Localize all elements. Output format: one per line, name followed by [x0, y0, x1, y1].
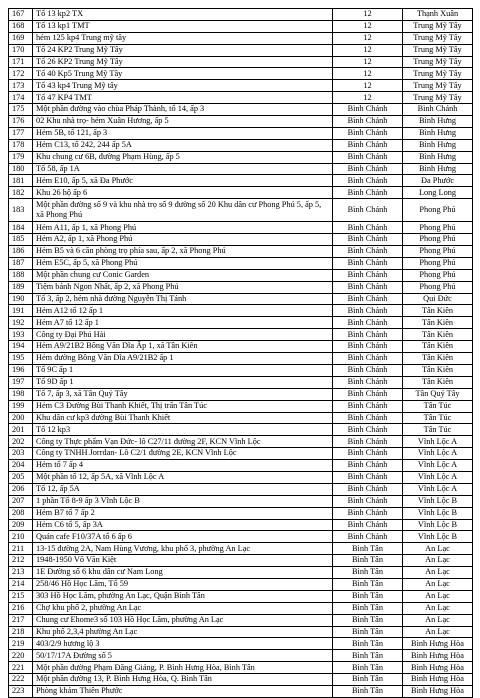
district-cell: Bình Chánh — [333, 293, 403, 305]
table-row — [9, 317, 473, 329]
district-cell: Bình Chánh — [333, 305, 403, 317]
ward-cell: Bình Hưng — [403, 163, 473, 175]
district-cell: Bình Chánh — [333, 246, 403, 258]
district-cell: Bình Chánh — [333, 353, 403, 365]
address-cell: Một phần chung cư Conic Garden — [33, 269, 333, 281]
district-cell: Bình Chánh — [333, 364, 403, 376]
district-cell: Bình Chánh — [333, 163, 403, 175]
district-cell: Bình Chánh — [333, 519, 403, 531]
ward-cell: An Lạc — [403, 543, 473, 555]
district-cell: Bình Tân — [333, 614, 403, 626]
ward-cell: Trung Mỹ Tây — [403, 80, 473, 92]
table-row — [9, 293, 473, 305]
ward-cell: Vĩnh Lộc B — [403, 519, 473, 531]
ward-cell: Bình Hưng — [403, 139, 473, 151]
district-cell: Bình Tân — [333, 602, 403, 614]
district-cell: Bình Chánh — [333, 483, 403, 495]
district-cell: Bình Chánh — [333, 329, 403, 341]
district-cell: Bình Chánh — [333, 151, 403, 163]
table-row — [9, 139, 473, 151]
address-cell: Một phần đường Phạm Đăng Giảng, P. Bình Hưng Hòa, Bình Tân — [33, 662, 333, 674]
address-cell: Tổ 7, ấp 3, xã Tân Quý Tây — [33, 388, 333, 400]
district-cell: Bình Chánh — [333, 388, 403, 400]
district-cell: Bình Tân — [333, 674, 403, 686]
row-number: 223 — [9, 685, 33, 697]
table-body — [9, 9, 473, 698]
table-row — [9, 163, 473, 175]
table-row — [9, 388, 473, 400]
ward-cell: An Lạc — [403, 578, 473, 590]
row-number: 201 — [9, 424, 33, 436]
district-cell: Bình Chánh — [333, 281, 403, 293]
table-row — [9, 329, 473, 341]
ward-cell: Vĩnh Lộc B — [403, 507, 473, 519]
table-row — [9, 662, 473, 674]
row-number: 208 — [9, 507, 33, 519]
table-row — [9, 187, 473, 199]
ward-cell: Vĩnh Lộc A — [403, 460, 473, 472]
row-number: 212 — [9, 555, 33, 567]
address-cell: Tiệm bánh Ngon Nhất, ấp 2, xã Phong Phú — [33, 281, 333, 293]
address-cell: Một phần đường 13, P. Bình Hưng Hòa, Q. Bình Tân — [33, 674, 333, 686]
district-cell: Bình Chánh — [333, 507, 403, 519]
address-cell: Một phần tổ 12, ấp 5A, xã Vĩnh Lộc A — [33, 471, 333, 483]
row-number: 202 — [9, 436, 33, 448]
ward-cell: Tân Kiên — [403, 305, 473, 317]
row-number: 183 — [9, 199, 33, 222]
address-cell: Tổ 13 kp2 TX — [33, 9, 333, 21]
ward-cell: Tân Kiên — [403, 376, 473, 388]
address-cell: Hẻm đường Bông Văn Dĩa A9/21B2 ấp 1 — [33, 353, 333, 365]
ward-cell: Tân Túc — [403, 400, 473, 412]
ward-cell: Phong Phú — [403, 269, 473, 281]
address-cell: Hẻm E10, ấp 5, xã Đa Phước — [33, 175, 333, 187]
address-cell: Tổ 12 kp3 — [33, 424, 333, 436]
row-number: 184 — [9, 222, 33, 234]
row-number: 167 — [9, 9, 33, 21]
ward-cell: Bình Hưng — [403, 116, 473, 128]
ward-cell: Vĩnh Lộc A — [403, 483, 473, 495]
address-cell: Hẻm C13, tổ 242, 244 ấp 5A — [33, 139, 333, 151]
table-row — [9, 424, 473, 436]
ward-cell: Tân Kiên — [403, 353, 473, 365]
row-number: 176 — [9, 116, 33, 128]
row-number: 221 — [9, 662, 33, 674]
address-table — [8, 8, 473, 698]
address-cell: Tổ 43 kp4 Trung Mỹ tây — [33, 80, 333, 92]
address-cell: Công ty Đại Phú Hải — [33, 329, 333, 341]
ward-cell: Qui Đức — [403, 293, 473, 305]
table-row — [9, 44, 473, 56]
district-cell: Bình Tân — [333, 662, 403, 674]
table-row — [9, 400, 473, 412]
address-cell: Hẻm B5 và 6 căn phòng trọ phía sau, ấp 2, xã Phong Phú — [33, 246, 333, 258]
ward-cell: Tân Quý Tây — [403, 388, 473, 400]
ward-cell: Phong Phú — [403, 222, 473, 234]
ward-cell: Trung Mỹ Tây — [403, 92, 473, 104]
address-cell: Phòng khám Thiên Phước — [33, 685, 333, 697]
table-row — [9, 531, 473, 543]
table-row — [9, 20, 473, 32]
ward-cell: Bình Hưng — [403, 151, 473, 163]
district-cell: Bình Tân — [333, 626, 403, 638]
row-number: 217 — [9, 614, 33, 626]
ward-cell: Trung Mỹ Tây — [403, 44, 473, 56]
address-cell: Hẻm tổ 7 ấp 4 — [33, 460, 333, 472]
address-cell: Chợ khu phố 2, phường An Lạc — [33, 602, 333, 614]
table-row — [9, 495, 473, 507]
district-cell: Bình Tân — [333, 578, 403, 590]
address-cell: Khu chung cư 6B, đường Phạm Hùng, ấp 5 — [33, 151, 333, 163]
row-number: 170 — [9, 44, 33, 56]
district-cell: Bình Chánh — [333, 376, 403, 388]
row-number: 199 — [9, 400, 33, 412]
table-row — [9, 638, 473, 650]
ward-cell: Phong Phú — [403, 257, 473, 269]
address-cell: Tổ 12, ấp 5A — [33, 483, 333, 495]
district-cell: Bình Tân — [333, 638, 403, 650]
ward-cell: Vĩnh Lộc B — [403, 495, 473, 507]
district-cell: Bình Tân — [333, 590, 403, 602]
ward-cell: Vĩnh Lộc A — [403, 448, 473, 460]
row-number: 204 — [9, 460, 33, 472]
table-row — [9, 448, 473, 460]
district-cell: 12 — [333, 92, 403, 104]
row-number: 198 — [9, 388, 33, 400]
table-row — [9, 175, 473, 187]
district-cell: Bình Tân — [333, 543, 403, 555]
ward-cell: Long Long — [403, 187, 473, 199]
table-row — [9, 578, 473, 590]
row-number: 188 — [9, 269, 33, 281]
address-cell: Hẻm E5C, ấp 5, xã Phong Phú — [33, 257, 333, 269]
district-cell: Bình Chánh — [333, 187, 403, 199]
address-cell: Hẻm A7 tổ 12 ấp 1 — [33, 317, 333, 329]
row-number: 174 — [9, 92, 33, 104]
row-number: 181 — [9, 175, 33, 187]
ward-cell: Vĩnh Lộc A — [403, 471, 473, 483]
table-row — [9, 364, 473, 376]
table-row — [9, 590, 473, 602]
ward-cell: An Lạc — [403, 614, 473, 626]
district-cell: Bình Tân — [333, 555, 403, 567]
row-number: 197 — [9, 376, 33, 388]
district-cell: 12 — [333, 20, 403, 32]
row-number: 177 — [9, 127, 33, 139]
district-cell: Bình Chánh — [333, 199, 403, 222]
address-cell: Chung cư Ehome3 số 103 Hồ Học Lãm, phường An Lạc — [33, 614, 333, 626]
table-row — [9, 626, 473, 638]
district-cell: Bình Chánh — [333, 424, 403, 436]
address-cell: 303 Hồ Học Lãm, phường An Lạc, Quận Bình Tân — [33, 590, 333, 602]
row-number: 193 — [9, 329, 33, 341]
table-row — [9, 507, 473, 519]
row-number: 220 — [9, 650, 33, 662]
row-number: 185 — [9, 234, 33, 246]
table-row — [9, 127, 473, 139]
district-cell: Bình Chánh — [333, 222, 403, 234]
district-cell: Bình Chánh — [333, 317, 403, 329]
row-number: 172 — [9, 68, 33, 80]
ward-cell: Tân Kiên — [403, 341, 473, 353]
table-row — [9, 68, 473, 80]
district-cell: Bình Chánh — [333, 436, 403, 448]
table-row — [9, 471, 473, 483]
ward-cell: An Lạc — [403, 590, 473, 602]
row-number: 169 — [9, 32, 33, 44]
ward-cell: Bình Hưng Hòa — [403, 674, 473, 686]
row-number: 213 — [9, 567, 33, 579]
ward-cell: Tân Kiên — [403, 317, 473, 329]
table-row — [9, 555, 473, 567]
table-row — [9, 412, 473, 424]
ward-cell: Đa Phước — [403, 175, 473, 187]
address-cell: Hẻm 5B, tổ 121, ấp 3 — [33, 127, 333, 139]
ward-cell: Vĩnh Lộc B — [403, 531, 473, 543]
ward-cell: Bình Hưng — [403, 127, 473, 139]
ward-cell: Bình Chánh — [403, 104, 473, 116]
row-number: 179 — [9, 151, 33, 163]
row-number: 182 — [9, 187, 33, 199]
address-cell: Tổ 13 kp1 TMT — [33, 20, 333, 32]
row-number: 175 — [9, 104, 33, 116]
row-number: 207 — [9, 495, 33, 507]
table-row — [9, 305, 473, 317]
district-cell: Bình Chánh — [333, 448, 403, 460]
ward-cell: Trung Mỹ Tây — [403, 32, 473, 44]
address-cell: Hẻm A2, ấp 1, xã Phong Phú — [33, 234, 333, 246]
district-cell: 12 — [333, 56, 403, 68]
table-row — [9, 614, 473, 626]
row-number: 222 — [9, 674, 33, 686]
table-row — [9, 650, 473, 662]
row-number: 219 — [9, 638, 33, 650]
address-cell: Công ty Thực phẩm Vạn Đức- lô C27/11 đường 2F, KCN Vĩnh Lộc — [33, 436, 333, 448]
table-row — [9, 353, 473, 365]
address-cell: 1E Đường số 6 khu dân cư Nam Long — [33, 567, 333, 579]
district-cell: Bình Chánh — [333, 460, 403, 472]
address-cell: Công ty TNHH Jorrdan- Lô C2/1 đường 2E, KCN Vĩnh Lộc — [33, 448, 333, 460]
address-cell: Tổ 9D ấp 1 — [33, 376, 333, 388]
table-row — [9, 234, 473, 246]
address-cell: hẻm 125 kp4 Trung mỹ tây — [33, 32, 333, 44]
row-number: 218 — [9, 626, 33, 638]
table-row — [9, 56, 473, 68]
table-row — [9, 519, 473, 531]
address-cell: Một phần đường số 9 và khu nhà trọ số 9 đường số 20 Khu dân cư Phong Phú 5, ấp 5, xã Phong Phú — [33, 199, 333, 222]
district-cell: Bình Tân — [333, 650, 403, 662]
table-row — [9, 281, 473, 293]
district-cell: 12 — [333, 80, 403, 92]
address-cell: 1948-1950 Võ Văn Kiệt — [33, 555, 333, 567]
ward-cell: Phong Phú — [403, 281, 473, 293]
district-cell: Bình Chánh — [333, 104, 403, 116]
table-row — [9, 460, 473, 472]
row-number: 189 — [9, 281, 33, 293]
table-row — [9, 80, 473, 92]
row-number: 210 — [9, 531, 33, 543]
address-cell: Tổ 9C ấp 1 — [33, 364, 333, 376]
table-row — [9, 257, 473, 269]
ward-cell: An Lạc — [403, 567, 473, 579]
district-cell: Bình Chánh — [333, 341, 403, 353]
table-row — [9, 436, 473, 448]
ward-cell: Tân Túc — [403, 424, 473, 436]
row-number: 200 — [9, 412, 33, 424]
district-cell: 12 — [333, 68, 403, 80]
row-number: 203 — [9, 448, 33, 460]
address-cell: Hẻm C6 tổ 5, ấp 3A — [33, 519, 333, 531]
row-number: 206 — [9, 483, 33, 495]
address-cell: 50/17/17A Đường số 5 — [33, 650, 333, 662]
ward-cell: An Lạc — [403, 602, 473, 614]
address-cell: Khu dân cư kp3 đường Bùi Thanh Khiết — [33, 412, 333, 424]
address-cell: 1 phần Tổ 8-9 ấp 3 Vĩnh Lộc B — [33, 495, 333, 507]
ward-cell: Trung Mỹ Tây — [403, 56, 473, 68]
table-row — [9, 32, 473, 44]
address-cell: Hẻm B7 tổ 7 ấp 2 — [33, 507, 333, 519]
table-row — [9, 543, 473, 555]
table-row — [9, 269, 473, 281]
row-number: 205 — [9, 471, 33, 483]
row-number: 190 — [9, 293, 33, 305]
row-number: 215 — [9, 590, 33, 602]
district-cell: Bình Chánh — [333, 257, 403, 269]
table-row — [9, 567, 473, 579]
address-cell: Hẻm A9/21B2 Bông Văn Dĩa Ấp 1, xã Tân Kiên — [33, 341, 333, 353]
row-number: 187 — [9, 257, 33, 269]
district-cell: 12 — [333, 9, 403, 21]
ward-cell: An Lạc — [403, 626, 473, 638]
district-cell: Bình Tân — [333, 567, 403, 579]
address-cell: 02 Khu nhà trọ- hẻm Xuân Hương, ấp 5 — [33, 116, 333, 128]
district-cell: Bình Chánh — [333, 234, 403, 246]
district-cell: Bình Chánh — [333, 116, 403, 128]
table-row — [9, 92, 473, 104]
address-cell: 403/2/9 hương lộ 3 — [33, 638, 333, 650]
address-cell: Quán cafe F10/37A tổ 6 ấp 6 — [33, 531, 333, 543]
ward-cell: Trung Mỹ Tây — [403, 68, 473, 80]
row-number: 171 — [9, 56, 33, 68]
address-cell: 258/46 Hồ Học Lãm, Tổ 59 — [33, 578, 333, 590]
district-cell: Bình Chánh — [333, 175, 403, 187]
row-number: 209 — [9, 519, 33, 531]
row-number: 196 — [9, 364, 33, 376]
address-cell: Tổ 58, ấp 1A — [33, 163, 333, 175]
table-row — [9, 222, 473, 234]
ward-cell: Bình Hưng Hòa — [403, 685, 473, 697]
ward-cell: An Lạc — [403, 555, 473, 567]
row-number: 191 — [9, 305, 33, 317]
address-cell: Hẻm C3 Đường Bùi Thanh Khiết, Thị trấn Tân Túc — [33, 400, 333, 412]
district-cell: Bình Chánh — [333, 531, 403, 543]
row-number: 195 — [9, 353, 33, 365]
ward-cell: Tân Kiên — [403, 364, 473, 376]
district-cell: Bình Chánh — [333, 412, 403, 424]
address-cell: Tổ 47 KP4 TMT — [33, 92, 333, 104]
district-cell: Bình Chánh — [333, 471, 403, 483]
address-cell: Tổ 26 KP2 Trung Mỹ Tây — [33, 56, 333, 68]
district-cell: 12 — [333, 44, 403, 56]
row-number: 194 — [9, 341, 33, 353]
district-cell: 12 — [333, 32, 403, 44]
table-row — [9, 9, 473, 21]
table-row — [9, 376, 473, 388]
row-number: 211 — [9, 543, 33, 555]
row-number: 214 — [9, 578, 33, 590]
table-row — [9, 104, 473, 116]
table-row — [9, 341, 473, 353]
table-row — [9, 199, 473, 222]
ward-cell: Trung Mỹ Tây — [403, 20, 473, 32]
ward-cell: Tân Kiên — [403, 329, 473, 341]
row-number: 186 — [9, 246, 33, 258]
address-cell: 13-15 đường 2A, Nam Hùng Vương, khu phố 3, phường An Lạc — [33, 543, 333, 555]
address-cell: Tổ 40 Kp5 Trung Mỹ Tây — [33, 68, 333, 80]
ward-cell: Tân Túc — [403, 412, 473, 424]
table-row — [9, 602, 473, 614]
table-row — [9, 674, 473, 686]
address-cell: Hẻm A11, ấp 1, xã Phong Phú — [33, 222, 333, 234]
row-number: 180 — [9, 163, 33, 175]
ward-cell: Vĩnh Lộc A — [403, 436, 473, 448]
table-row — [9, 483, 473, 495]
row-number: 192 — [9, 317, 33, 329]
address-cell: Khu phố 2,3,4 phường An Lạc — [33, 626, 333, 638]
address-cell: Một phần đường vào chùa Pháp Thành, tổ 14, ấp 3 — [33, 104, 333, 116]
ward-cell: Bình Hưng Hòa — [403, 638, 473, 650]
district-cell: Bình Chánh — [333, 139, 403, 151]
district-cell: Bình Chánh — [333, 495, 403, 507]
table-row — [9, 685, 473, 697]
ward-cell: Phong Phú — [403, 199, 473, 222]
row-number: 173 — [9, 80, 33, 92]
district-cell: Bình Chánh — [333, 127, 403, 139]
ward-cell: Thạnh Xuân — [403, 9, 473, 21]
district-cell: Bình Chánh — [333, 400, 403, 412]
ward-cell: Phong Phú — [403, 246, 473, 258]
address-cell: Khu 26 hộ ấp 6 — [33, 187, 333, 199]
ward-cell: Phong Phú — [403, 234, 473, 246]
district-cell: Bình Tân — [333, 685, 403, 697]
address-cell: Tổ 24 KP2 Trung Mỹ Tây — [33, 44, 333, 56]
row-number: 216 — [9, 602, 33, 614]
row-number: 168 — [9, 20, 33, 32]
district-cell: Bình Chánh — [333, 269, 403, 281]
address-cell: Tổ 3, ấp 2, hẻm nhà đường Nguyễn Thị Tánh — [33, 293, 333, 305]
row-number: 178 — [9, 139, 33, 151]
table-row — [9, 151, 473, 163]
table-row — [9, 116, 473, 128]
ward-cell: Bình Hưng Hòa — [403, 662, 473, 674]
table-row — [9, 246, 473, 258]
address-cell: Hẻm A12 tổ 12 ấp 1 — [33, 305, 333, 317]
ward-cell: Bình Hưng Hòa — [403, 650, 473, 662]
